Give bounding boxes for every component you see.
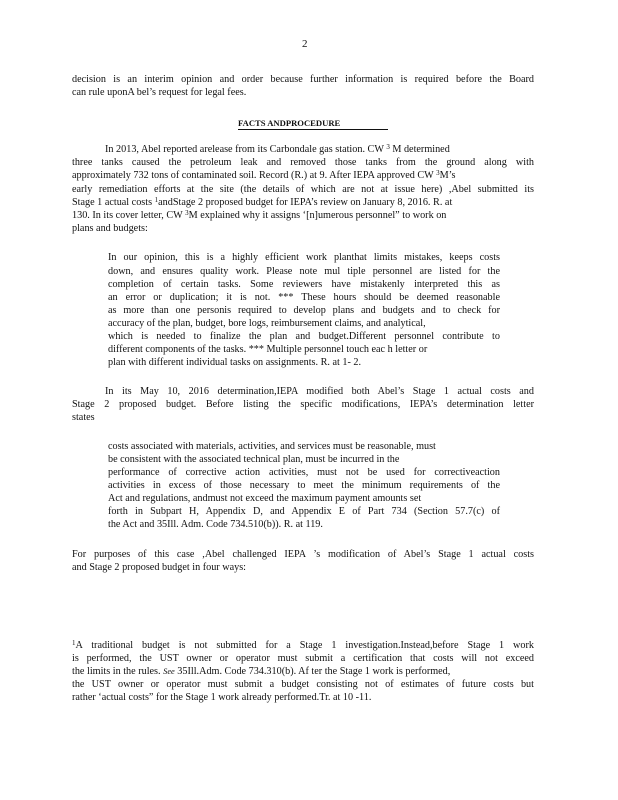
paragraph-line: 130. In its cover letter, CW $^3$M explained why it assigns ‘[n]umerous personnel” to work on — [72, 209, 447, 221]
paragraph-line: In 2013, Abel reported arelease from its Carbondale gas station. CW $^3$ M determined — [105, 143, 450, 155]
section-heading: FACTS ANDPROCEDURE — [238, 118, 388, 130]
quote-line: the Act and 35Ill. Adm. Code 734.510(b)). R. at 119. — [108, 519, 323, 530]
superscript: 3 — [185, 209, 189, 217]
footnote-line: rather ‘actual costs” for the Stage 1 work already performed.Tr. at 10 -11. — [72, 692, 372, 703]
footnote-line: is performed, the UST owner or operator must submit a certification that costs will not exceed — [72, 653, 534, 664]
opening-line: decision is an interim opinion and order because further information is required before the Board — [72, 74, 534, 85]
quote-line: activities in excess of those necessary to meet the minimum requirements of the — [108, 480, 500, 491]
citation-signal: See — [163, 667, 175, 676]
paragraph-line: early remediation efforts at the site (the details of which are not at issue here) ,Abel submitted its — [72, 184, 534, 195]
footnote-line: the UST owner or operator must submit a budget consisting not of estimates of future costs but — [72, 679, 534, 690]
superscript: 3 — [436, 169, 440, 177]
paragraph-line: Stage 1 actual costs $^1$andStage 2 proposed budget for IEPA’s review on January 8, 2016. R. at — [72, 196, 453, 208]
quote-line: forth in Subpart H, Appendix D, and Appendix E of Part 734 (Section 57.7(c) of — [108, 506, 500, 517]
footnote-ref: 1 — [154, 196, 159, 204]
paragraph-line: approximately 732 tons of contaminated soil. Record (R.) at 9. After IEPA approved CW $^3$M’s — [72, 169, 456, 181]
quote-line: completion of certain tasks. Some reviewers have mistakenly interpreted this as — [108, 279, 500, 290]
quote-line: In our opinion, this is a highly efficient work planthat limits mistakes, keeps costs — [108, 252, 500, 263]
paragraph-line: In its May 10, 2016 determination,IEPA modified both Abel’s Stage 1 actual costs and — [105, 386, 534, 397]
page-number: 2 — [302, 38, 308, 50]
footnote-line: $^1$A traditional budget is not submitted for a Stage 1 investigation.Instead,before Stage 1 work — [72, 639, 534, 651]
quote-line: plan with different individual tasks on assignments. R. at 1- 2. — [108, 357, 362, 368]
quote-line: be consistent with the associated technical plan, must be incurred in the — [108, 454, 400, 465]
quote-line: accuracy of the plan, budget, bore logs, reimbursement claims, and analytical, — [108, 318, 426, 329]
quote-line: down, and ensures quality work. Please note mul tiple personnel are listed for the — [108, 266, 500, 277]
paragraph-line: and Stage 2 proposed budget in four ways: — [72, 562, 247, 573]
opening-line: can rule uponA bel’s request for legal fees. — [72, 87, 247, 98]
quote-line: which is needed to finalize the plan and budget.Different personnel contribute to — [108, 331, 500, 342]
quote-line: an error or duplication; it is not. *** These hours should be deemed reasonable — [108, 292, 500, 303]
quote-line: different components of the tasks. *** Multiple personnel touch eac h letter or — [108, 344, 428, 355]
quote-line: costs associated with materials, activities, and services must be reasonable, must — [108, 441, 436, 452]
paragraph-line: For purposes of this case ,Abel challenged IEPA ’s modification of Abel’s Stage 1 actual costs — [72, 549, 534, 560]
paragraph-line: plans and budgets: — [72, 223, 148, 234]
quote-line: performance of corrective action activities, must not be used for correctiveaction — [108, 467, 500, 478]
paragraph-line: three tanks caused the petroleum leak and removed those tanks from the ground along with — [72, 157, 534, 168]
footnote-marker: 1 — [72, 639, 76, 647]
superscript: 3 — [386, 143, 390, 151]
paragraph-line: states — [72, 412, 95, 423]
quote-line: as more than one personis required to develop plans and budgets and to check for — [108, 305, 500, 316]
footnote-line: the limits in the rules. See 35Ill.Adm. Code 734.310(b). Af ter the Stage 1 work is performed, — [72, 666, 451, 677]
quote-line: Act and regulations, andmust not exceed the maximum payment amounts set — [108, 493, 422, 504]
paragraph-line: Stage 2 proposed budget. Before listing the specific modifications, IEPA’s determination letter — [72, 399, 534, 410]
